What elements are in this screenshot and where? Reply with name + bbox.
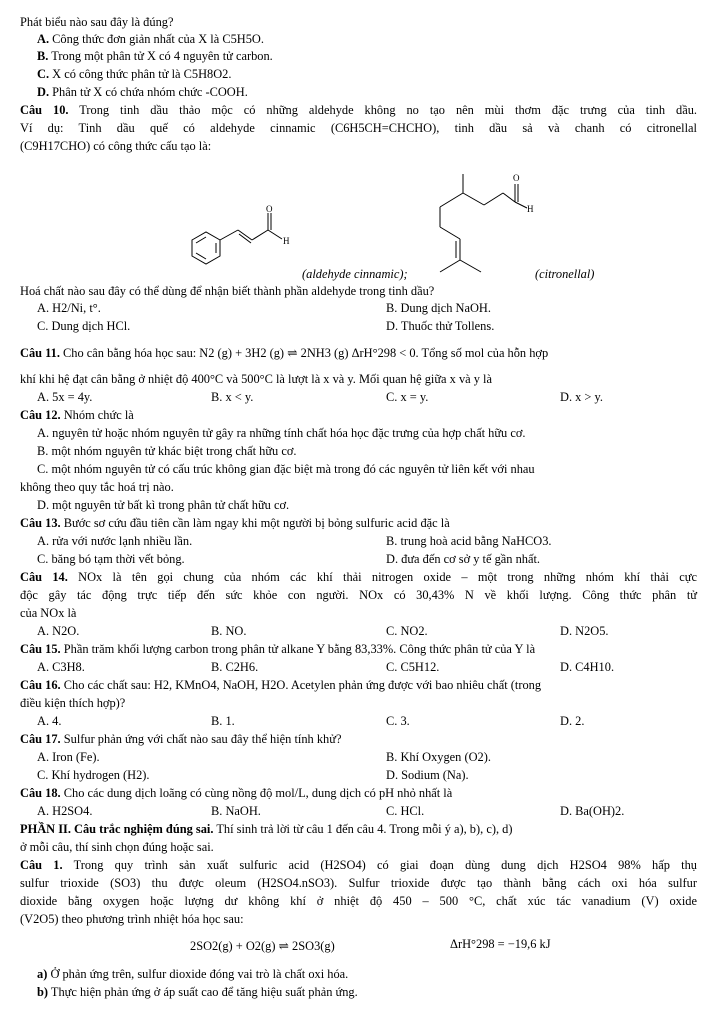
q10-option-b[interactable]: B. Dung dịch NaOH.	[386, 301, 491, 315]
cinnamic-hydrogen-atom: H	[283, 236, 290, 246]
p2q1-line4: (V2O5) theo phương trình nhiệt hóa học sau:	[20, 912, 244, 926]
q14-line2: độc gây tác động trực tiếp đến sức khỏe con người. NOx có 30,43% N về khối lượng. Công thức phân tử	[20, 588, 697, 602]
q16-line1: Câu 16. Cho các chất sau: H2, KMnO4, NaOH, H2O. Acetylen phản ứng được với bao nhiêu chất (trong	[20, 678, 542, 692]
q11-line1: Câu 11. Cho cân bằng hóa học sau: N2 (g) + 3H2 (g) ⇌ 2NH3 (g) ΔrH°298 < 0. Tổng số mol của hỗn hợp	[20, 346, 549, 360]
label-cinnamic: (aldehyde cinnamic);	[302, 267, 408, 281]
q9-stem: Phát biểu nào sau đây là đúng?	[20, 15, 174, 29]
q15-option-c[interactable]: C. C5H12.	[386, 660, 440, 674]
q11-line2: khí khi hệ đạt cân bằng ở nhiệt độ 400°C và 500°C là lượt là x và y. Mối quan hệ giữa x và y là	[20, 372, 492, 386]
citronellal-hydrogen-atom: H	[527, 204, 534, 214]
q17-option-c[interactable]: C. Khí hydrogen (H2).	[37, 768, 150, 782]
q16-option-a[interactable]: A. 4.	[37, 714, 62, 728]
q12-option-c[interactable]: C. một nhóm nguyên tử có cấu trúc không gian đặc biệt mà trong đó các nguyên tử liên kết với nhau	[37, 462, 535, 476]
label-citronellal: (citronellal)	[535, 267, 595, 281]
q11-option-d[interactable]: D. x > y.	[560, 390, 604, 404]
p2q1-statement-a[interactable]: a) Ở phản ứng trên, sulfur dioxide đóng vai trò là chất oxi hóa.	[37, 967, 349, 981]
part2-heading: PHẦN II. Câu trắc nghiệm đúng sai. Thí sinh trả lời từ câu 1 đến câu 4. Trong mỗi ý a), b), c), d)	[20, 822, 513, 836]
q11-option-a[interactable]: A. 5x = 4y.	[37, 390, 93, 404]
equation: 2SO2(g) + O2(g) ⇌ 2SO3(g)	[190, 939, 335, 953]
q15-option-d[interactable]: D. C4H10.	[560, 660, 615, 674]
q12-option-b[interactable]: B. một nhóm nguyên tử khác biệt trong chất hữu cơ.	[37, 444, 297, 458]
q14-option-d[interactable]: D. N2O5.	[560, 624, 609, 638]
q10-line1: Câu 10. Trong tinh dầu thảo mộc có những aldehyde không no tạo nên mùi thơm đặc trưng của tinh dầu.	[20, 103, 698, 117]
q9-option-c[interactable]: C. X có công thức phân tử là C5H8O2.	[37, 67, 232, 81]
q16-option-c[interactable]: C. 3.	[386, 714, 410, 728]
q13-option-a[interactable]: A. rửa với nước lạnh nhiều lần.	[37, 534, 193, 548]
q16-option-d[interactable]: D. 2.	[560, 714, 585, 728]
q17-stem: Câu 17. Sulfur phản ứng với chất nào sau đây thể hiện tính khử?	[20, 732, 342, 746]
p2q1-line3: dioxide bằng oxygen hoặc lượng dư không khí ở nhiệt độ 450 – 500 °C, chất xúc tác vanadium (V) oxide	[20, 894, 697, 908]
q13-option-c[interactable]: C. băng bó tạm thời vết bỏng.	[37, 552, 185, 566]
q16-line2: điều kiện thích hợp)?	[20, 696, 126, 710]
q9-option-b[interactable]: B. Trong một phân tử X có 4 nguyên tử carbon.	[37, 49, 273, 63]
q11-option-c[interactable]: C. x = y.	[386, 390, 429, 404]
q14-line1: Câu 14. NOx là tên gọi chung của nhóm các khí thải nitrogen oxide – một trong những nhóm khí thải cực	[20, 570, 697, 584]
q9-option-d[interactable]: D. Phân tử X có chứa nhóm chức -COOH.	[37, 85, 248, 99]
q14-option-a[interactable]: A. N2O.	[37, 624, 80, 638]
q16-option-b[interactable]: B. 1.	[211, 714, 235, 728]
q10-line3: (C9H17CHO) có công thức cấu tạo là:	[20, 139, 212, 153]
q18-option-a[interactable]: A. H2SO4.	[37, 804, 93, 818]
q17-option-b[interactable]: B. Khí Oxygen (O2).	[386, 750, 491, 764]
q14-line3: của NOx là	[20, 606, 77, 620]
q17-option-a[interactable]: A. Iron (Fe).	[37, 750, 100, 764]
q13-option-b[interactable]: B. trung hoà acid bằng NaHCO3.	[386, 534, 552, 548]
part2-line2: ở mỗi câu, thí sinh chọn đúng hoặc sai.	[20, 840, 214, 854]
q12-option-c-cont: không theo quy tắc hoá trị nào.	[20, 480, 174, 494]
q17-option-d[interactable]: D. Sodium (Na).	[386, 768, 469, 782]
q15-option-b[interactable]: B. C2H6.	[211, 660, 259, 674]
q13-option-d[interactable]: D. đưa đến cơ sở y tế gần nhất.	[386, 552, 541, 566]
q15-stem: Câu 15. Phần trăm khối lượng carbon trong phân tử alkane Y bằng 83,33%. Công thức phân tử của Y là	[20, 642, 536, 656]
p2q1-line1: Câu 1. Trong quy trình sản xuất sulfuric acid (H2SO4) có giai đoạn dùng dung dịch H2SO4 98% hấp thụ	[20, 858, 697, 872]
q18-option-d[interactable]: D. Ba(OH)2.	[560, 804, 625, 818]
q10-option-c[interactable]: C. Dung dịch HCl.	[37, 319, 131, 333]
q10-option-a[interactable]: A. H2/Ni, t°.	[37, 301, 101, 315]
citronellal-oxygen-atom: O	[513, 173, 520, 183]
q12-option-d[interactable]: D. một nguyên tử bất kì trong phân tử chất hữu cơ.	[37, 498, 290, 512]
q18-option-c[interactable]: C. HCl.	[386, 804, 425, 818]
cinnamic-oxygen-atom: O	[266, 204, 273, 214]
p2q1-line2: sulfur trioxide (SO3) thu được oleum (H2SO4.nSO3). Sulfur trioxide được tạo thành bằng cách oxi hóa sulfur	[20, 876, 697, 890]
q13-stem: Câu 13. Bước sơ cứu đầu tiên cần làm ngay khi một người bị bỏng sulfuric acid đặc là	[20, 516, 450, 530]
q18-stem: Câu 18. Cho các dung dịch loãng có cùng nồng độ mol/L, dung dịch có pH nhỏ nhất là	[20, 786, 453, 800]
q14-option-c[interactable]: C. NO2.	[386, 624, 428, 638]
q10-option-d[interactable]: D. Thuốc thử Tollens.	[386, 319, 495, 333]
p2q1-statement-b[interactable]: b) Thực hiện phản ứng ở áp suất cao để tăng hiệu suất phản ứng.	[37, 985, 358, 999]
q18-option-b[interactable]: B. NaOH.	[211, 804, 261, 818]
q9-option-a[interactable]: A. Công thức đơn giản nhất của X là C5H5O.	[37, 32, 264, 46]
q15-option-a[interactable]: A. C3H8.	[37, 660, 85, 674]
q12-stem: Câu 12. Nhóm chức là	[20, 408, 134, 422]
enthalpy: ΔrH°298 = −19,6 kJ	[450, 937, 551, 951]
q11-option-b[interactable]: B. x < y.	[211, 390, 254, 404]
q14-option-b[interactable]: B. NO.	[211, 624, 247, 638]
q10-line2: Ví dụ: Tinh dầu quế có aldehyde cinnamic (C6H5CH=CHCHO), tinh dầu sả và chanh có citronellal	[20, 121, 697, 135]
q10-question: Hoá chất nào sau đây có thể dùng để nhận biết thành phần aldehyde trong tinh dầu?	[20, 284, 435, 298]
q12-option-a[interactable]: A. nguyên tử hoặc nhóm nguyên tử gây ra những tính chất hóa học đặc trưng của hợp chất hữu cơ.	[37, 426, 526, 440]
